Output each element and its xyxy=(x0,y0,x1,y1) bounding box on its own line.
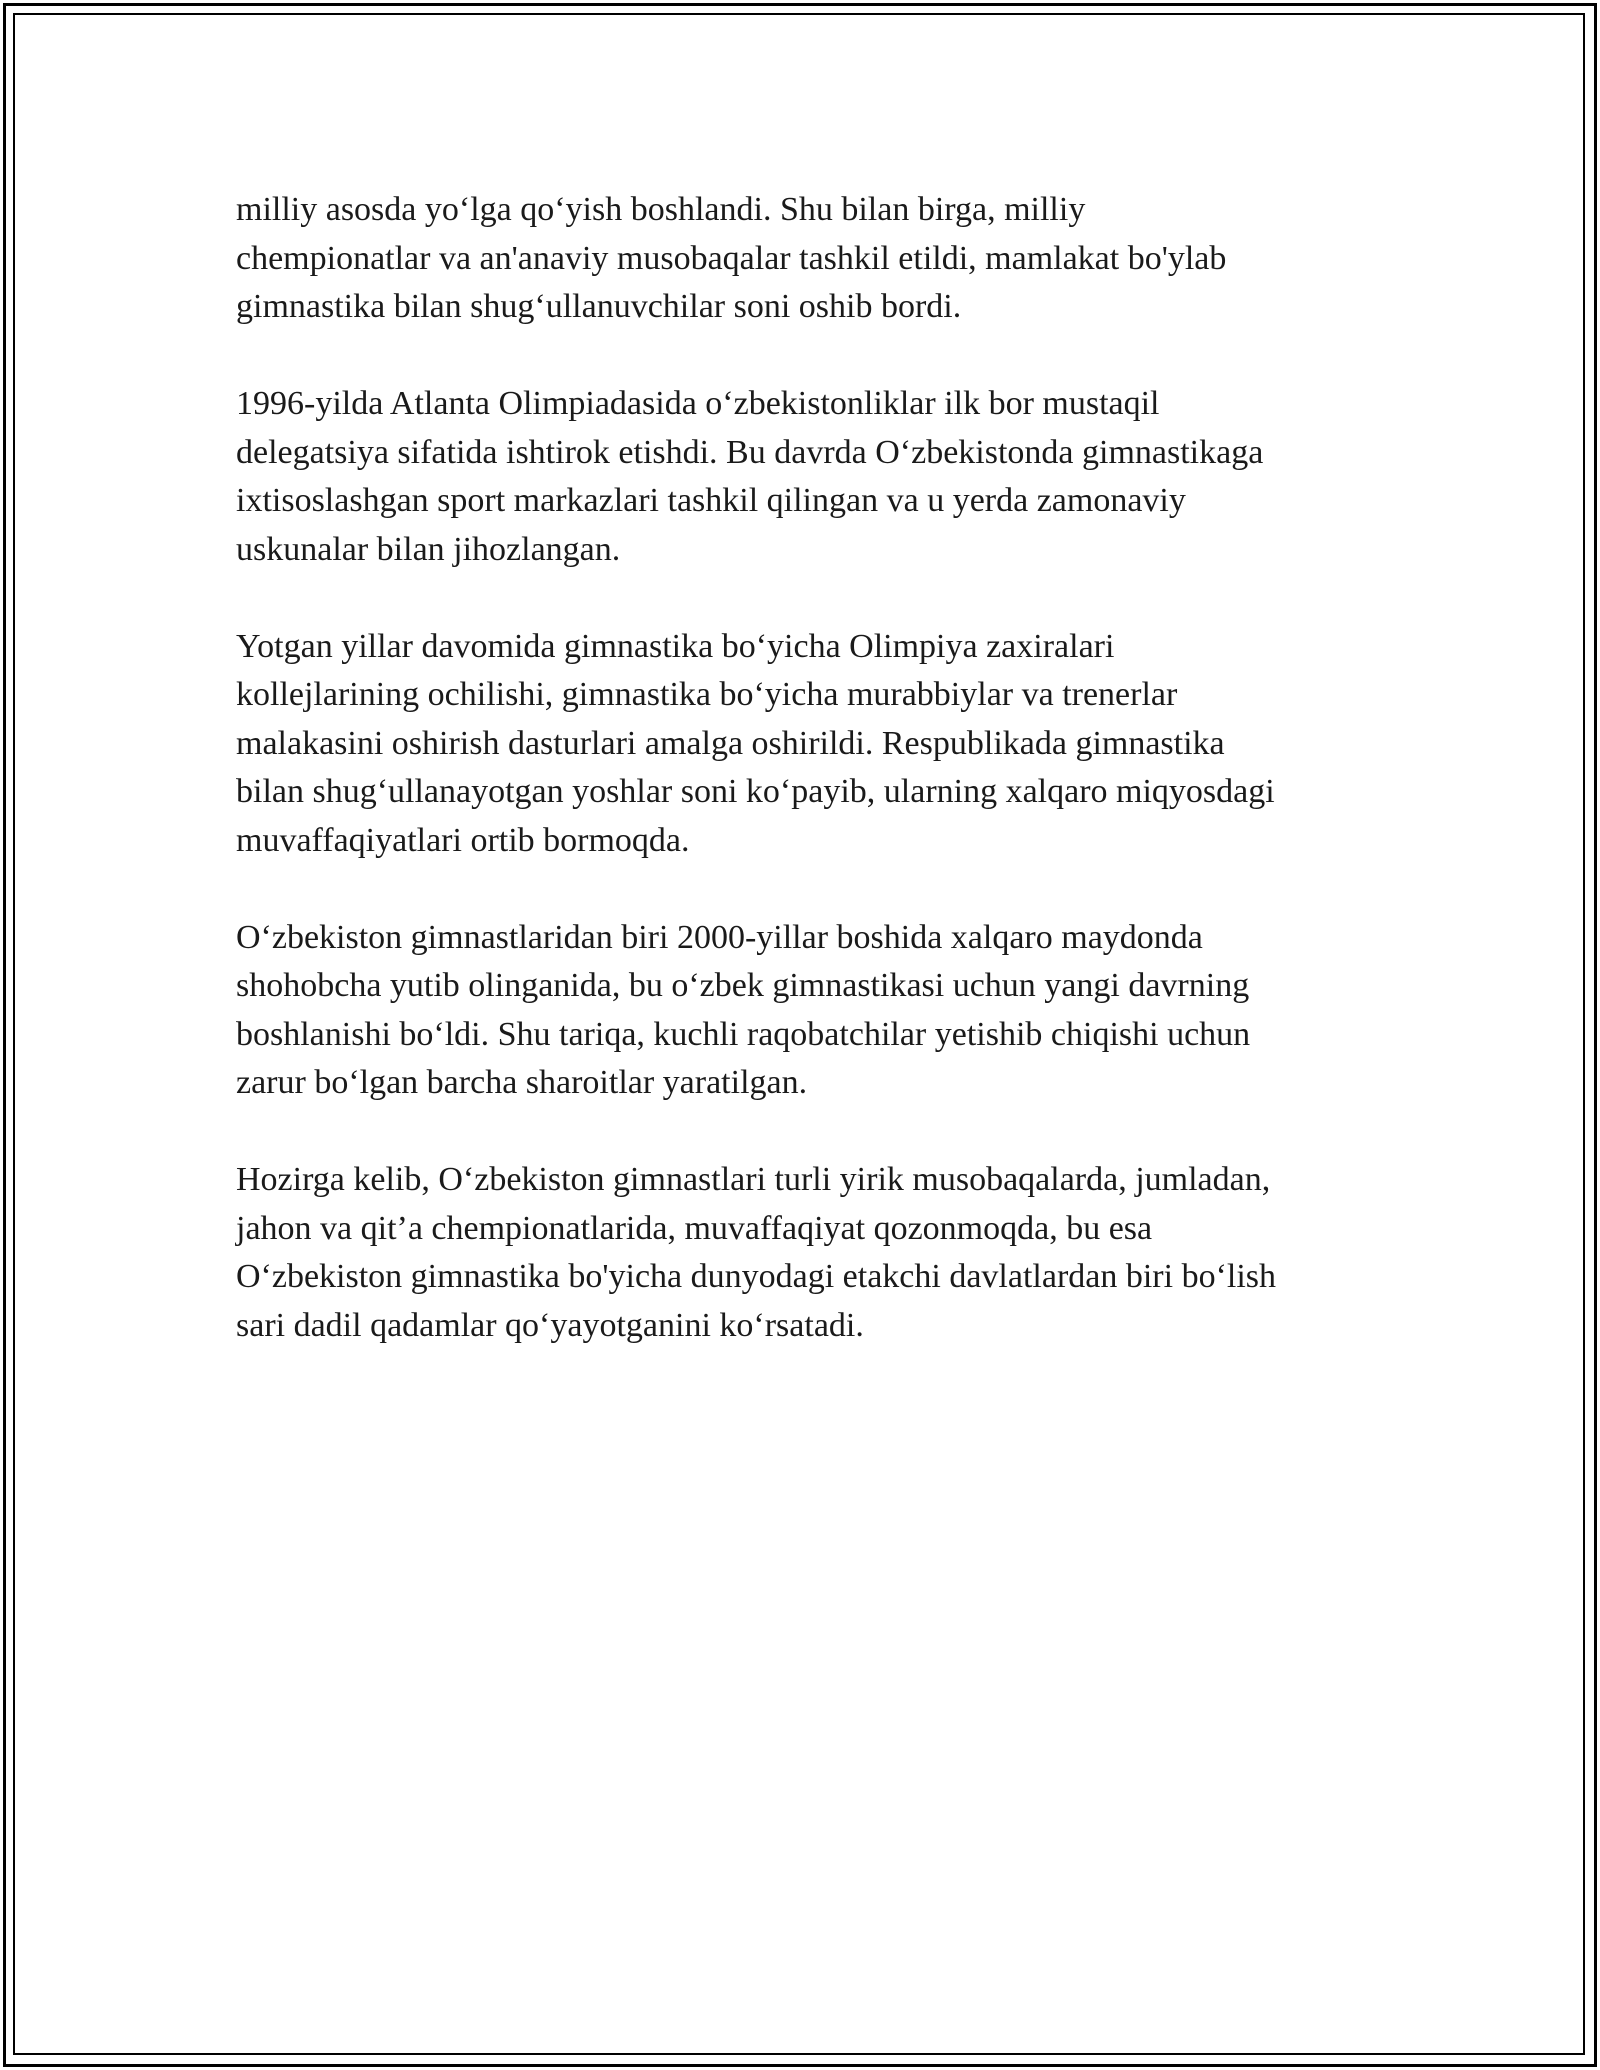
text-line: milliy asosda yo‘lga qo‘yish boshlandi. Shu bilan birga, milliy xyxy=(236,191,1086,228)
text-line: sari dadil qadamlar qo‘yayotganini ko‘rsatadi. xyxy=(236,1306,864,1344)
paragraph-2 xyxy=(236,380,1376,574)
text-line: muvaffaqiyatlari ortib bormoqda. xyxy=(236,821,690,859)
text-line: shohobcha yutib olinganida, bu o‘zbek gimnastikasi uchun yangi davrning xyxy=(236,967,1250,1004)
text-line: Yotgan yillar davomida gimnastika bo‘yicha Olimpiya zaxiralari xyxy=(236,627,1115,665)
text-line: uskunalar bilan jihozlangan. xyxy=(236,530,621,568)
text-line: 1996-yilda Atlanta Olimpiadasida o‘zbekistonliklar ilk bor mustaqil xyxy=(236,385,1160,422)
paragraph-4 xyxy=(236,914,1376,1108)
text-line: gimnastika bilan shug‘ullanuvchilar soni oshib bordi. xyxy=(236,288,962,325)
paragraph-3 xyxy=(236,623,1376,866)
document-body xyxy=(236,186,1376,1399)
text-line: jahon va qit’a chempionatlarida, muvaffaqiyat qozonmoqda, bu esa xyxy=(236,1209,1153,1247)
text-line: boshlanishi bo‘ldi. Shu tariqa, kuchli raqobatchilar yetishib chiqishi uchun xyxy=(236,1015,1251,1053)
text-line: O‘zbekiston gimnastika bo'yicha dunyodagi etakchi davlatlardan biri bo‘lish xyxy=(236,1258,1277,1295)
text-line: delegatsiya sifatida ishtirok etishdi. Bu davrda O‘zbekistonda gimnastikaga xyxy=(236,433,1264,471)
text-line: O‘zbekiston gimnastlaridan biri 2000-yillar boshida xalqaro maydonda xyxy=(236,918,1203,956)
paragraph-5 xyxy=(236,1156,1376,1350)
text-line: bilan shug‘ullanayotgan yoshlar soni ko‘payib, ularning xalqaro miqyosdagi xyxy=(236,773,1275,810)
text-line: malakasini oshirish dasturlari amalga oshirildi. Respublikada gimnastika xyxy=(236,724,1225,762)
text-line: ixtisoslashgan sport markazlari tashkil qilingan va u yerda zamonaviy xyxy=(236,482,1186,519)
text-line: kollejlarining ochilishi, gimnastika bo‘yicha murabbiylar va trenerlar xyxy=(236,676,1178,713)
text-line: chempionatlar va an'anaviy musobaqalar tashkil etildi, mamlakat bo'ylab xyxy=(236,239,1227,277)
text-line: Hozirga kelib, O‘zbekiston gimnastlari turli yirik musobaqalarda, jumladan, xyxy=(236,1161,1271,1198)
paragraph-1 xyxy=(236,186,1376,332)
text-line: zarur bo‘lgan barcha sharoitlar yaratilgan. xyxy=(236,1064,808,1101)
